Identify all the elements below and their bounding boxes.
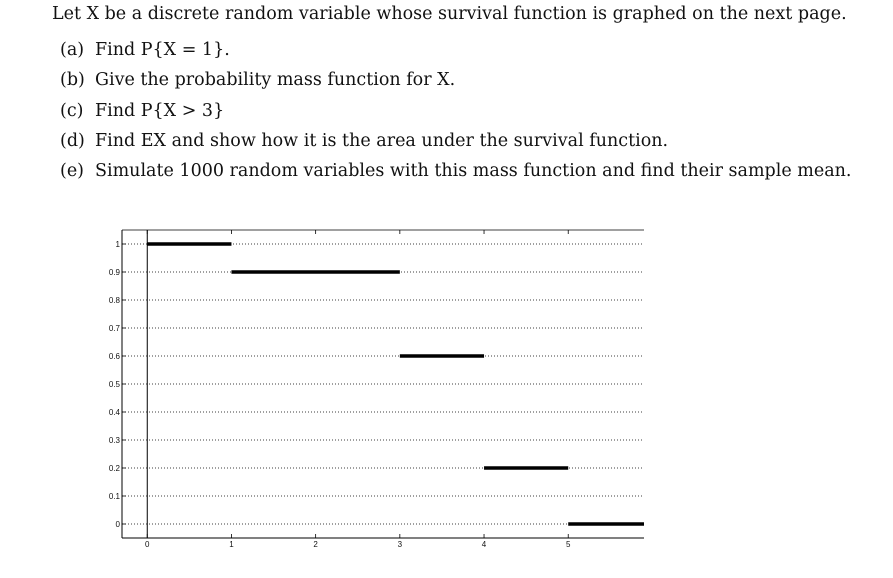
question-d-label: (d) [60,130,85,151]
question-c-text: Find P{X > 3} [95,100,225,121]
x-tick-label: 3 [397,540,403,549]
y-tick-label: 0.9 [108,268,120,277]
question-b-label: (b) [60,70,85,91]
x-tick-label: 4 [481,540,487,549]
question-e-label: (e) [60,161,85,182]
question-b-text: Give the probability mass function for X. [95,70,456,91]
y-tick-label: 1 [115,240,120,249]
problem-intro: Let X be a discrete random variable whose survival function is graphed on the next page. [52,4,847,24]
y-tick-label: 0.7 [108,324,120,333]
question-a-label: (a) [60,40,85,60]
y-tick-label: 0.5 [108,380,120,389]
y-tick-label: 0.4 [108,408,120,417]
x-tick-label: 5 [565,540,571,549]
y-tick-label: 0.8 [108,296,120,305]
y-tick-label: 0 [115,520,120,529]
x-tick-label: 2 [313,540,318,549]
y-tick-label: 0.1 [108,492,120,501]
question-c-label: (c) [60,100,84,121]
y-tick-label: 0.2 [108,464,120,473]
x-tick-label: 1 [229,540,234,549]
y-tick-label: 0.6 [108,352,120,361]
question-a-text: Find P{X = 1}. [95,40,230,60]
x-tick-label: 0 [145,540,150,549]
question-d-text: Find EX and show how it is the area under the survival function. [95,130,669,151]
question-e-text: Simulate 1000 random variables with this mass function and find their sample mean. [95,161,852,182]
y-tick-label: 0.3 [108,436,120,445]
